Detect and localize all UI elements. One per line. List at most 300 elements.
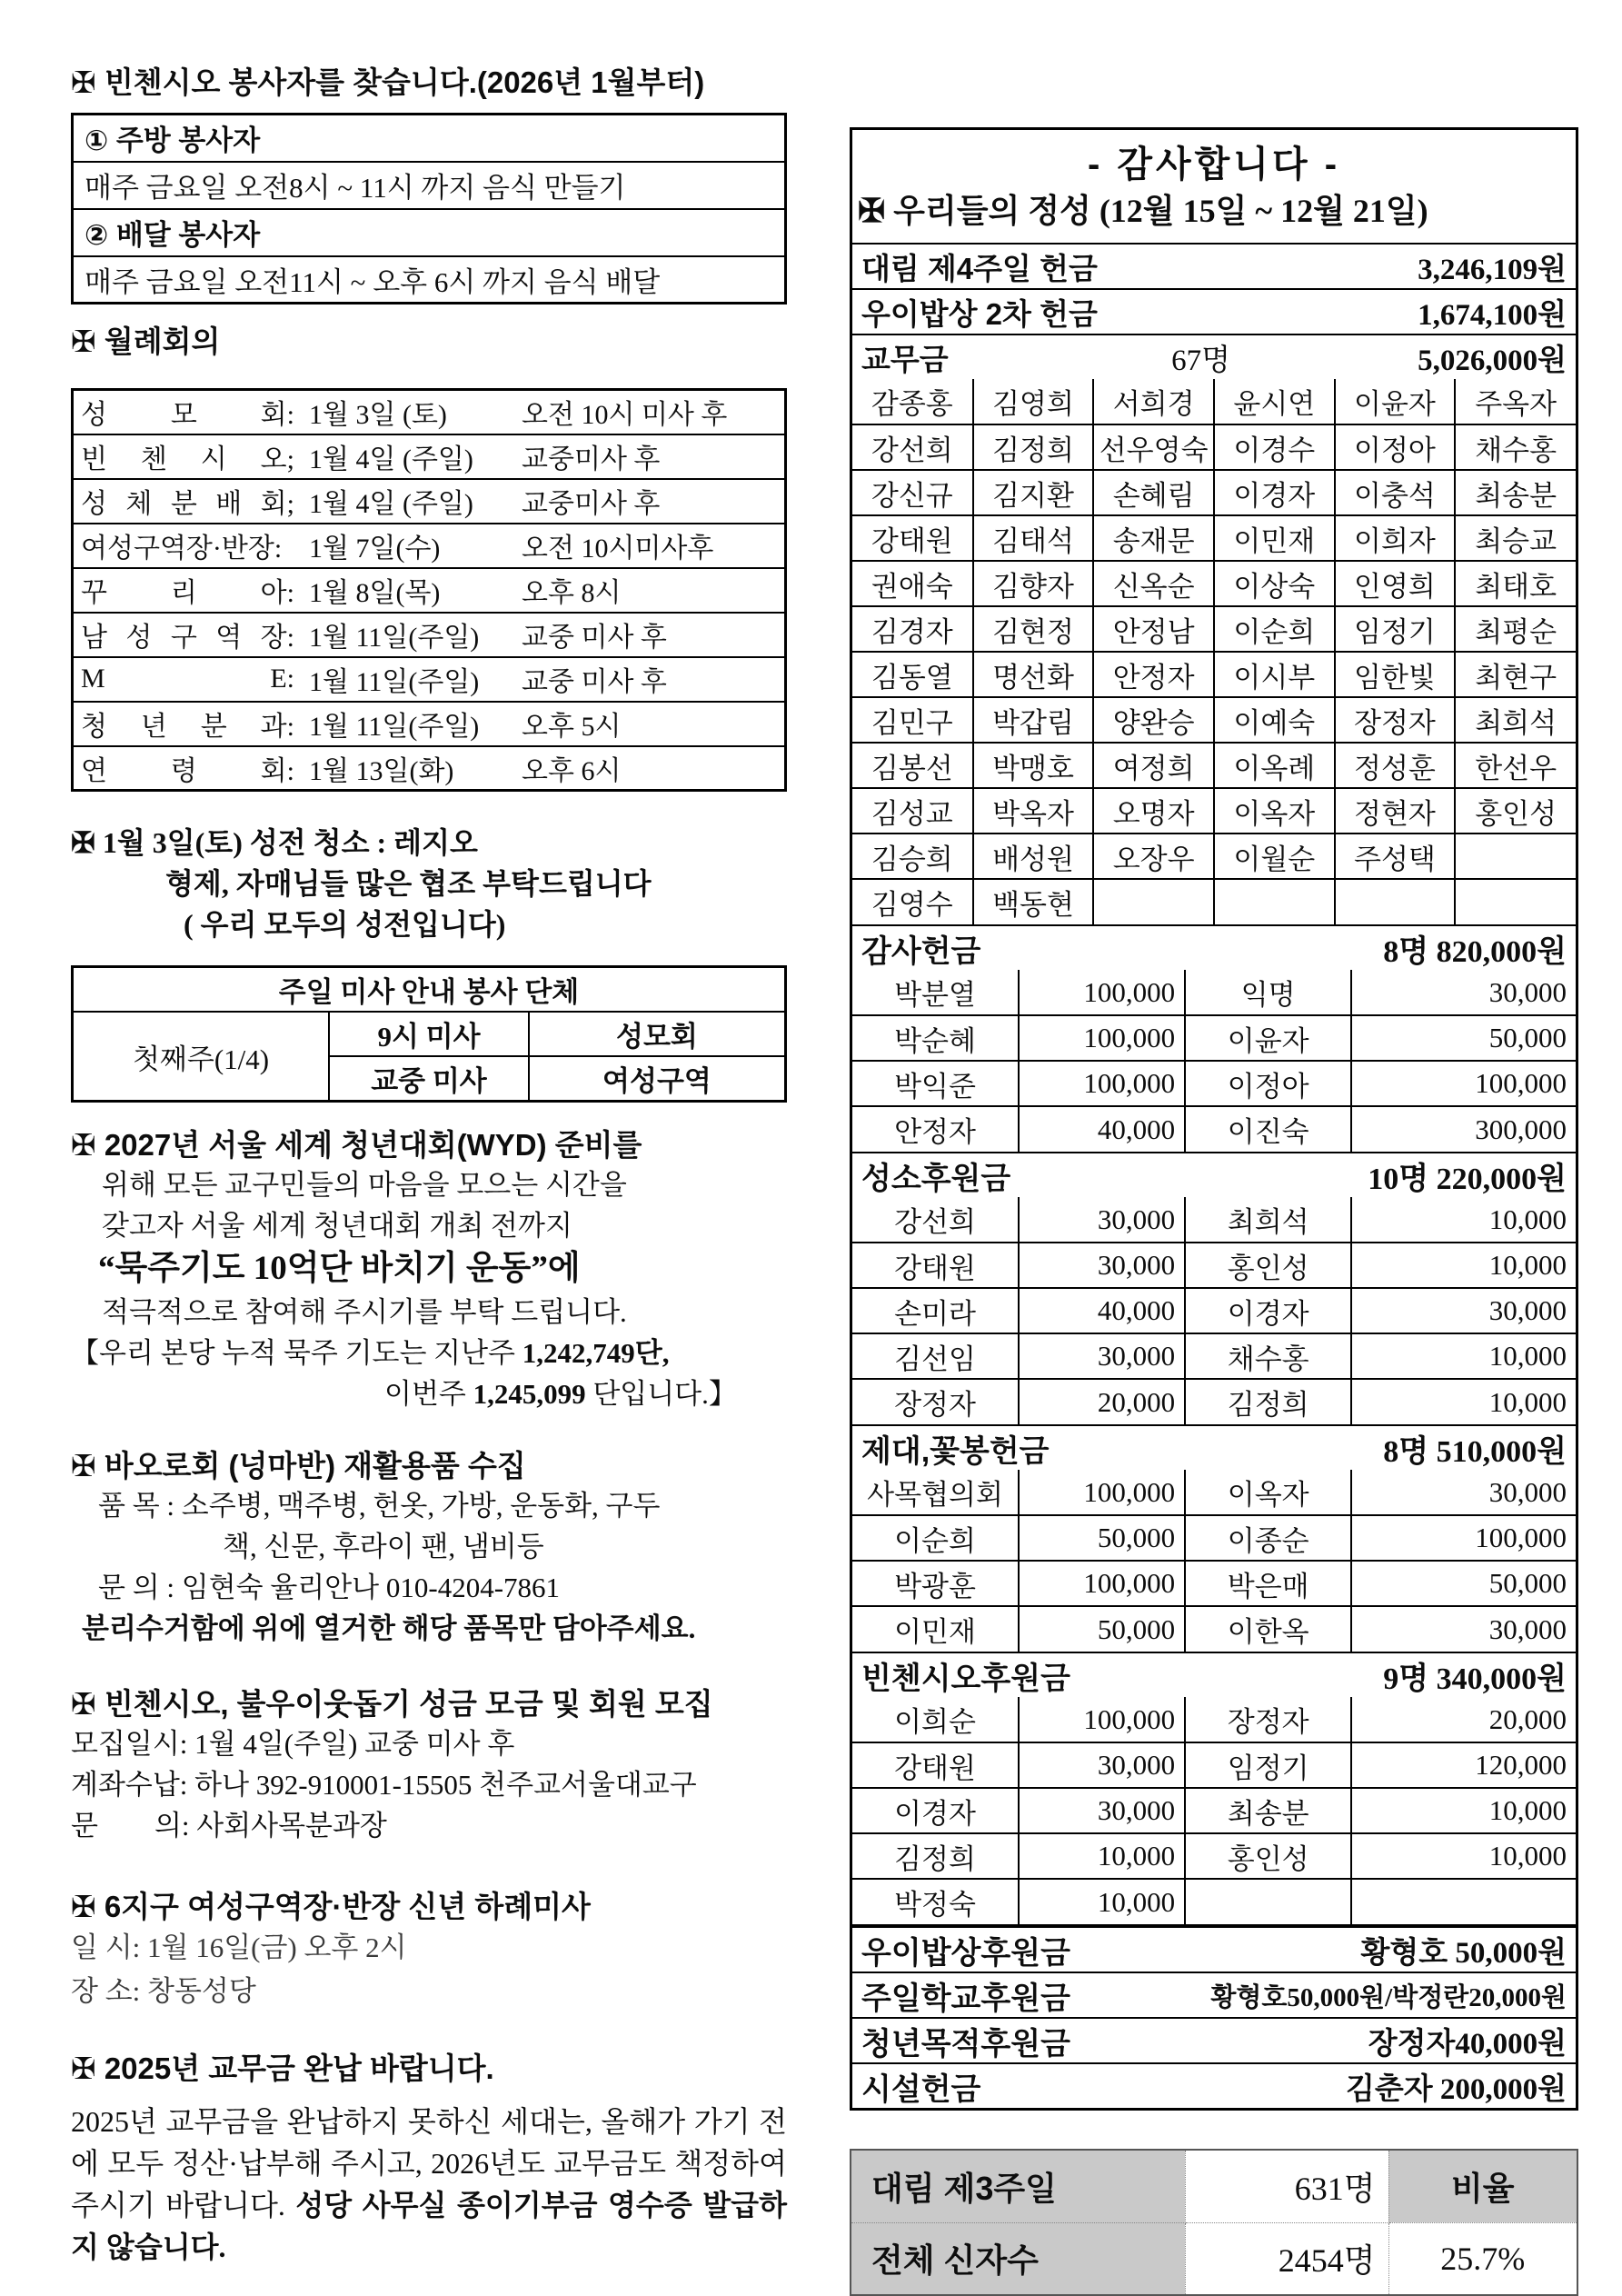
donor-name: 강태원 — [852, 515, 973, 561]
donor-name: 정현자 — [1335, 788, 1456, 834]
cleaning-line3: ( 우리 모두의 성전입니다) — [184, 908, 506, 941]
donor-name: 이순희 — [1214, 606, 1335, 652]
donor-name: 채수홍 — [1185, 1333, 1351, 1379]
donor-name-row — [852, 697, 1576, 743]
vincent-fund-donation-table — [852, 1697, 1576, 1924]
offering-report-box — [850, 127, 1578, 2111]
donation-detail: 김춘자 200,000원 — [1345, 2072, 1567, 2106]
donor-name: 이옥자 — [1214, 788, 1335, 834]
mass-week-label: 첫째주(1/4) — [73, 1012, 330, 1102]
donation-amount: 10,000 — [1019, 1833, 1185, 1879]
vincent-fund-section — [71, 1685, 787, 1846]
donor-name: 이상숙 — [1214, 561, 1335, 606]
donor-name: 박광훈 — [852, 1561, 1019, 1606]
donation-detail: 장정자40,000원 — [1368, 2027, 1567, 2061]
right-column — [850, 127, 1578, 2296]
donation-row — [852, 1606, 1576, 1652]
vincent-fund-section-header: 빈첸시오후원금 9명 340,000원 — [852, 1652, 1576, 1697]
donation-amount: 40,000 — [1019, 1106, 1185, 1152]
donation-row — [852, 1197, 1576, 1243]
donation-amount: 30,000 — [1351, 1288, 1576, 1333]
wyd-accumulated-line: 【우리 본당 누적 묵주 기도는 지난주 1,242,749단, — [71, 1337, 670, 1369]
donor-name: 윤시연 — [1214, 379, 1335, 424]
dues-donor-names-table — [852, 379, 1576, 924]
donor-name: 박맹호 — [973, 743, 1094, 788]
offering-row-ui-bapsang: 우이밥상 2차 헌금 1,674,100원 — [852, 288, 1576, 334]
meeting-row — [73, 434, 786, 479]
donor-name-row — [852, 561, 1576, 606]
meeting-time: 오후 6시 — [522, 755, 622, 786]
donation-amount: 10,000 — [1351, 1333, 1576, 1379]
donor-name: 이옥례 — [1214, 743, 1335, 788]
donor-name: 김영수 — [852, 879, 973, 924]
donor-name: 양완승 — [1093, 697, 1214, 743]
stats-ratio-value: 25.7% — [1388, 2222, 1577, 2295]
donor-name: 주성택 — [1335, 834, 1456, 879]
donor-name: 홍인성 — [1455, 788, 1576, 834]
dues-paragraph: 2025년 교무금을 완납하지 못하신 세대는, 올해가 가기 전에 모두 정산·납부해 주시고, 2026년도 교무금도 책정하여 주시기 바랍니다. 성당 사무실 종이기부금 영수증 발급하지 않습니다. — [71, 2105, 787, 2263]
donor-name: 명선화 — [973, 652, 1094, 697]
donor-name: 주옥자 — [1455, 379, 1576, 424]
donor-name-row — [852, 652, 1576, 697]
donor-name: 김태석 — [973, 515, 1094, 561]
district-title: ✠ 6지구 여성구역장·반장 신년 하례미사 — [71, 1890, 591, 1923]
donation-row — [852, 1106, 1576, 1152]
stats-ratio-header: 비율 — [1388, 2150, 1577, 2222]
donor-name: 익명 — [1185, 970, 1351, 1015]
donation-row — [852, 1697, 1576, 1742]
dues-section — [71, 2050, 787, 2268]
donor-name: 오장우 — [1093, 834, 1214, 879]
donation-amount: 30,000 — [1019, 1788, 1185, 1833]
misc-donations — [852, 1924, 1576, 2108]
donor-name: 최송분 — [1455, 470, 1576, 515]
donor-name: 이종순 — [1185, 1515, 1351, 1561]
monthly-meeting-title: ✠ 월례회의 — [71, 324, 221, 358]
vincent-volunteer-title: ✠ 빈첸시오 봉사자를 찾습니다.(2026년 1월부터) — [71, 65, 705, 99]
donor-name: 배성원 — [973, 834, 1094, 879]
donation-amount: 30,000 — [1019, 1197, 1185, 1243]
donor-name: 홍인성 — [1185, 1833, 1351, 1879]
donation-amount: 100,000 — [1019, 1015, 1185, 1061]
mass-main-label: 교중 미사 — [329, 1056, 529, 1102]
donation-row — [852, 1015, 1576, 1061]
donor-name: 강태원 — [852, 1742, 1019, 1788]
rosary-count-thisweek: 1,245,099 — [473, 1378, 586, 1410]
paul-items: 품 목 : 소주병, 맥주병, 헌옷, 가방, 운동화, 구두 — [98, 1490, 661, 1522]
donation-amount: 50,000 — [1019, 1606, 1185, 1652]
donation-row — [852, 1879, 1576, 1924]
wyd-section — [71, 1126, 787, 1414]
mass-9am-group: 성모회 — [529, 1012, 786, 1056]
misc-donation-row — [852, 1926, 1576, 1972]
donor-name: 정성훈 — [1335, 743, 1456, 788]
donor-name: 이민재 — [1214, 515, 1335, 561]
donor-name: 김정희 — [973, 424, 1094, 470]
stats-row — [851, 2222, 1577, 2295]
donation-amount: 20,000 — [1351, 1697, 1576, 1742]
misc-donation-row — [852, 1972, 1576, 2017]
meeting-row — [73, 702, 786, 746]
meeting-date: 1월 4일 (주일) — [309, 489, 473, 519]
donor-name: 신옥순 — [1093, 561, 1214, 606]
donor-name: 이희자 — [1335, 515, 1456, 561]
meeting-date: 1월 11일(주일) — [309, 667, 480, 697]
meeting-group-label: 꾸 리 아: — [81, 578, 294, 608]
meeting-date: 1월 11일(주일) — [309, 712, 480, 742]
donor-name: 송재문 — [1093, 515, 1214, 561]
fund-account: 계좌수납: 하나 392-910001-15505 천주교서울대교구 — [71, 1769, 697, 1801]
donation-amount: 30,000 — [1019, 1333, 1185, 1379]
donation-detail: 황형호 50,000원 — [1360, 1936, 1567, 1970]
stats-total-label: 전체 신자수 — [851, 2222, 1185, 2295]
donor-name: 박익준 — [852, 1061, 1019, 1106]
meeting-time: 교중미사 후 — [522, 489, 661, 519]
donor-name: 이경자 — [1214, 470, 1335, 515]
donor-name-row — [852, 379, 1576, 424]
paul-title: ✠ 바오로회 (넝마반) 재활용품 수집 — [71, 1449, 526, 1482]
paul-recycling-section — [71, 1447, 787, 1649]
donor-name: 한선우 — [1455, 743, 1576, 788]
donation-amount: 50,000 — [1351, 1561, 1576, 1606]
meeting-date: 1월 7일(수) — [309, 534, 441, 564]
fund-contact: 문 의: 사회사목분과장 — [71, 1810, 387, 1842]
donor-name-row — [852, 424, 1576, 470]
donor-name: 이진숙 — [1185, 1106, 1351, 1152]
meeting-group-label: 남 성 구 역 장: — [81, 623, 294, 653]
donation-amount: 30,000 — [1351, 1470, 1576, 1515]
delivery-volunteer-label: ② 배달 봉사자 — [73, 209, 786, 256]
donor-name: 이예숙 — [1214, 697, 1335, 743]
meeting-group-label: 여성구역장·반장: — [81, 534, 283, 564]
thanks-title: - 감사합니다 - — [1087, 145, 1341, 185]
stats-attendance-count: 631명 — [1185, 2150, 1388, 2222]
donor-name: 임한빛 — [1335, 652, 1456, 697]
donation-amount: 30,000 — [1351, 970, 1576, 1015]
donor-name — [1335, 879, 1456, 924]
donor-name-row — [852, 879, 1576, 924]
donor-name: 감종홍 — [852, 379, 973, 424]
donor-name: 이정아 — [1335, 424, 1456, 470]
donor-name: 박은매 — [1185, 1561, 1351, 1606]
donor-name: 선우영숙 — [1093, 424, 1214, 470]
meeting-row — [73, 568, 786, 613]
donor-name: 박분열 — [852, 970, 1019, 1015]
donation-amount: 100,000 — [1019, 1061, 1185, 1106]
donation-amount: 100,000 — [1351, 1061, 1576, 1106]
meeting-time: 교중 미사 후 — [522, 623, 667, 653]
meeting-group-label: 성 체 분 배 회; — [81, 489, 294, 519]
dues-bold-notice: 성당 사무실 종이기부금 영수증 발급하지 않습니다. — [71, 2189, 787, 2263]
district-place: 장 소: 창동성당 — [71, 1975, 256, 2007]
donor-name: 임정기 — [1335, 606, 1456, 652]
donor-name — [1455, 879, 1576, 924]
donor-name: 박순혜 — [852, 1015, 1019, 1061]
meeting-group-label: M E: — [81, 664, 294, 694]
donation-row — [852, 1061, 1576, 1106]
table-row — [73, 256, 786, 304]
wyd-line1: 위해 모든 교구민들의 마음을 모으는 시간을 — [102, 1169, 627, 1201]
meeting-row — [73, 524, 786, 568]
meeting-date: 1월 11일(주일) — [309, 623, 480, 653]
wyd-line2: 갖고자 서울 세계 청년대회 개최 전까지 — [102, 1210, 572, 1242]
meeting-time: 오후 8시 — [522, 578, 622, 608]
donor-name: 이정아 — [1185, 1061, 1351, 1106]
donation-amount: 100,000 — [1019, 1470, 1185, 1515]
donor-name: 서희경 — [1093, 379, 1214, 424]
donor-name: 최현구 — [1455, 652, 1576, 697]
donor-name: 이순희 — [852, 1515, 1019, 1561]
donor-name: 인영희 — [1335, 561, 1456, 606]
meeting-group-label: 빈 첸 시 오; — [81, 444, 294, 474]
donor-name: 장정자 — [1185, 1697, 1351, 1742]
donation-row — [852, 1833, 1576, 1879]
donor-name: 사목협의회 — [852, 1470, 1019, 1515]
district-mass-section — [71, 1888, 787, 2013]
donor-name: 박옥자 — [973, 788, 1094, 834]
donor-name: 안정자 — [1093, 652, 1214, 697]
donation-amount: 10,000 — [1351, 1788, 1576, 1833]
donor-name — [1455, 834, 1576, 879]
donor-name: 이민재 — [852, 1606, 1019, 1652]
donation-amount: 30,000 — [1019, 1742, 1185, 1788]
meeting-time: 교중미사 후 — [522, 444, 661, 474]
table-row — [73, 162, 786, 209]
fund-date: 모집일시: 1월 4일(주일) 교중 미사 후 — [71, 1728, 515, 1760]
donor-name: 이희순 — [852, 1697, 1019, 1742]
donor-name — [1214, 879, 1335, 924]
donor-name: 강선희 — [852, 424, 973, 470]
donation-row — [852, 970, 1576, 1015]
donor-name-row — [852, 788, 1576, 834]
fund-title: ✠ 빈첸시오, 불우이웃돕기 성금 모금 및 회원 모집 — [71, 1687, 713, 1721]
donor-name: 안정자 — [852, 1106, 1019, 1152]
jedae-donation-table — [852, 1470, 1576, 1652]
donor-name: 최태호 — [1455, 561, 1576, 606]
donation-row — [852, 1742, 1576, 1788]
meeting-date: 1월 4일 (주일) — [309, 444, 473, 474]
donor-name: 이한옥 — [1185, 1606, 1351, 1652]
donation-category-label: 청년목적후원금 — [861, 2026, 1070, 2061]
donor-name: 임정기 — [1185, 1742, 1351, 1788]
donation-row — [852, 1515, 1576, 1561]
donor-name — [1185, 1879, 1351, 1924]
donor-name: 김정희 — [1185, 1379, 1351, 1424]
paul-warning: 분리수거함에 위에 열거한 해당 품목만 담아주세요. — [82, 1612, 696, 1644]
meeting-row — [73, 479, 786, 524]
donor-name: 강신규 — [852, 470, 973, 515]
donation-amount: 10,000 — [1351, 1197, 1576, 1243]
donor-name: 손미라 — [852, 1288, 1019, 1333]
donation-amount: 120,000 — [1351, 1742, 1576, 1788]
meeting-group-label: 청 년 분 과: — [81, 712, 294, 742]
donor-name: 이경자 — [1185, 1288, 1351, 1333]
donor-name: 박갑림 — [973, 697, 1094, 743]
donor-name: 김정희 — [852, 1833, 1019, 1879]
wyd-title: ✠ 2027년 서울 세계 청년대회(WYD) 준비를 — [71, 1128, 642, 1162]
donor-name: 백동현 — [973, 879, 1094, 924]
meeting-date: 1월 8일(목) — [309, 578, 441, 608]
meeting-row — [73, 657, 786, 702]
gamsa-section-header: 감사헌금 8명 820,000원 — [852, 924, 1576, 970]
cleaning-notice — [71, 823, 787, 945]
monthly-meeting-table — [71, 388, 787, 792]
donor-name: 홍인성 — [1185, 1243, 1351, 1288]
seongso-donation-table — [852, 1197, 1576, 1424]
meeting-group-label: 성 모 회: — [81, 400, 294, 431]
donor-name: 이옥자 — [1185, 1470, 1351, 1515]
donation-amount: 20,000 — [1019, 1379, 1185, 1424]
mass-guide-table — [71, 965, 787, 1103]
donor-name: 김민구 — [852, 697, 973, 743]
donation-row — [852, 1470, 1576, 1515]
offering-row-advent4: 대림 제4주일 헌금 3,246,109원 — [852, 243, 1576, 288]
donor-name: 이경수 — [1214, 424, 1335, 470]
left-column — [71, 64, 787, 2268]
donor-name: 장정자 — [1335, 697, 1456, 743]
donor-name: 강선희 — [852, 1197, 1019, 1243]
jedae-section-header: 제대,꽃봉헌금 8명 510,000원 — [852, 1424, 1576, 1470]
meeting-date: 1월 3일 (토) — [309, 400, 447, 431]
donation-amount: 10,000 — [1019, 1879, 1185, 1924]
table-row — [73, 1012, 786, 1056]
dues-title: ✠ 2025년 교무금 완납 바랍니다. — [71, 2051, 494, 2085]
wyd-line4: 적극적으로 참여해 주시기를 부탁 드립니다. — [102, 1296, 627, 1328]
donor-name-row — [852, 470, 1576, 515]
donor-name: 이시부 — [1214, 652, 1335, 697]
donation-amount: 50,000 — [1019, 1515, 1185, 1561]
donor-name: 최평순 — [1455, 606, 1576, 652]
wyd-thisweek-line: 이번주 1,245,099 단입니다.】 — [384, 1378, 737, 1410]
meeting-row — [73, 613, 786, 657]
donation-row — [852, 1288, 1576, 1333]
donor-name: 김승희 — [852, 834, 973, 879]
meeting-date: 1월 13일(화) — [309, 755, 454, 786]
donor-name: 김향자 — [973, 561, 1094, 606]
donor-name-row — [852, 515, 1576, 561]
donor-name: 이월순 — [1214, 834, 1335, 879]
donation-amount: 10,000 — [1351, 1243, 1576, 1288]
misc-donation-row — [852, 2017, 1576, 2062]
meeting-time: 교중 미사 후 — [522, 667, 667, 697]
donation-category-label: 우이밥상후원금 — [861, 1935, 1070, 1971]
donation-amount: 30,000 — [1351, 1606, 1576, 1652]
donor-name: 최희석 — [1455, 697, 1576, 743]
meeting-time: 오후 5시 — [522, 712, 622, 742]
mass-main-group: 여성구역 — [529, 1056, 786, 1102]
table-row — [73, 209, 786, 256]
donation-category-label: 시설헌금 — [861, 2071, 981, 2107]
donation-amount: 100,000 — [1019, 970, 1185, 1015]
stats-total-count: 2454명 — [1185, 2222, 1388, 2295]
donation-amount: 50,000 — [1351, 1015, 1576, 1061]
vincent-volunteer-table — [71, 113, 787, 304]
donor-name — [1093, 879, 1214, 924]
wyd-rosary-campaign: “묵주기도 10억단 바치기 운동”에 — [98, 1250, 581, 1287]
donor-name: 안정남 — [1093, 606, 1214, 652]
donation-amount: 300,000 — [1351, 1106, 1576, 1152]
donation-row — [852, 1561, 1576, 1606]
donor-name: 권애숙 — [852, 561, 973, 606]
district-datetime: 일 시: 1월 16일(금) 오후 2시 — [71, 1932, 407, 1963]
rosary-count-lastweek: 1,242,749단, — [522, 1337, 670, 1369]
donation-row — [852, 1243, 1576, 1288]
offering-period-title: ✠ 우리들의 정성 (12월 15일 ~ 12월 21일) — [858, 193, 1428, 229]
donor-name: 김봉선 — [852, 743, 973, 788]
donor-name: 여정희 — [1093, 743, 1214, 788]
stats-week-label: 대림 제3주일 — [851, 2150, 1185, 2222]
donation-amount: 10,000 — [1351, 1833, 1576, 1879]
delivery-volunteer-time: 매주 금요일 오전11시 ~ 오후 6시 까지 음식 배달 — [73, 256, 786, 304]
donor-name: 김선임 — [852, 1333, 1019, 1379]
donation-category-label: 주일학교후원금 — [861, 1981, 1070, 2016]
donor-name: 이윤자 — [1185, 1015, 1351, 1061]
mass-guide-header: 주일 미사 안내 봉사 단체 — [73, 967, 786, 1013]
cleaning-line1: ✠ 1월 3일(토) 성전 청소 : 레지오 — [71, 826, 478, 859]
donation-amount: 30,000 — [1019, 1243, 1185, 1288]
gamsa-donation-table — [852, 970, 1576, 1152]
donor-name: 이윤자 — [1335, 379, 1456, 424]
stats-row — [851, 2150, 1577, 2222]
donation-amount: 10,000 — [1351, 1379, 1576, 1424]
donor-name: 최송분 — [1185, 1788, 1351, 1833]
thanks-header — [852, 130, 1576, 243]
donation-detail: 황형호50,000원/박정란20,000원 — [1210, 1982, 1567, 2012]
donor-name: 채수홍 — [1455, 424, 1576, 470]
donor-name: 이충석 — [1335, 470, 1456, 515]
donor-name: 김성교 — [852, 788, 973, 834]
misc-donation-row — [852, 2062, 1576, 2108]
donor-name: 김현정 — [973, 606, 1094, 652]
donation-amount: 100,000 — [1019, 1697, 1185, 1742]
donor-name: 김경자 — [852, 606, 973, 652]
donor-name: 강태원 — [852, 1243, 1019, 1288]
donor-name: 김지환 — [973, 470, 1094, 515]
donation-row — [852, 1788, 1576, 1833]
donation-amount: 40,000 — [1019, 1288, 1185, 1333]
meeting-time: 오전 10시 미사 후 — [522, 400, 728, 431]
paul-contact: 문 의 : 임현숙 율리안나 010-4204-7861 — [98, 1572, 561, 1603]
donor-name: 이경자 — [852, 1788, 1019, 1833]
meeting-group-label: 연 령 회: — [81, 755, 294, 786]
donation-row — [852, 1379, 1576, 1424]
table-row — [73, 115, 786, 162]
donor-name: 장정자 — [852, 1379, 1019, 1424]
seongso-section-header: 성소후원금 10명 220,000원 — [852, 1152, 1576, 1197]
donor-name: 최승교 — [1455, 515, 1576, 561]
cleaning-line2: 형제, 자매님들 많은 협조 부탁드립니다 — [165, 867, 652, 900]
meeting-row — [73, 746, 786, 791]
donor-name: 오명자 — [1093, 788, 1214, 834]
donor-name: 김동열 — [852, 652, 973, 697]
donor-name-row — [852, 606, 1576, 652]
donor-name-row — [852, 743, 1576, 788]
donation-row — [852, 1333, 1576, 1379]
donor-name: 박정숙 — [852, 1879, 1019, 1924]
meeting-time: 오전 10시미사후 — [522, 534, 714, 564]
paul-items2: 책, 신문, 후라이 팬, 냄비등 — [223, 1531, 544, 1562]
meeting-row — [73, 390, 786, 434]
kitchen-volunteer-time: 매주 금요일 오전8시 ~ 11시 까지 음식 만들기 — [73, 162, 786, 209]
donor-name-row — [852, 834, 1576, 879]
offering-row-dues: 교무금 67명 5,026,000원 — [852, 334, 1576, 379]
donation-amount: 100,000 — [1351, 1515, 1576, 1561]
donation-amount: 100,000 — [1019, 1561, 1185, 1606]
mass-9am-label: 9시 미사 — [329, 1012, 529, 1056]
attendance-stats-table — [850, 2149, 1578, 2296]
kitchen-volunteer-label: ① 주방 봉사자 — [85, 125, 261, 157]
table-row — [73, 967, 786, 1013]
